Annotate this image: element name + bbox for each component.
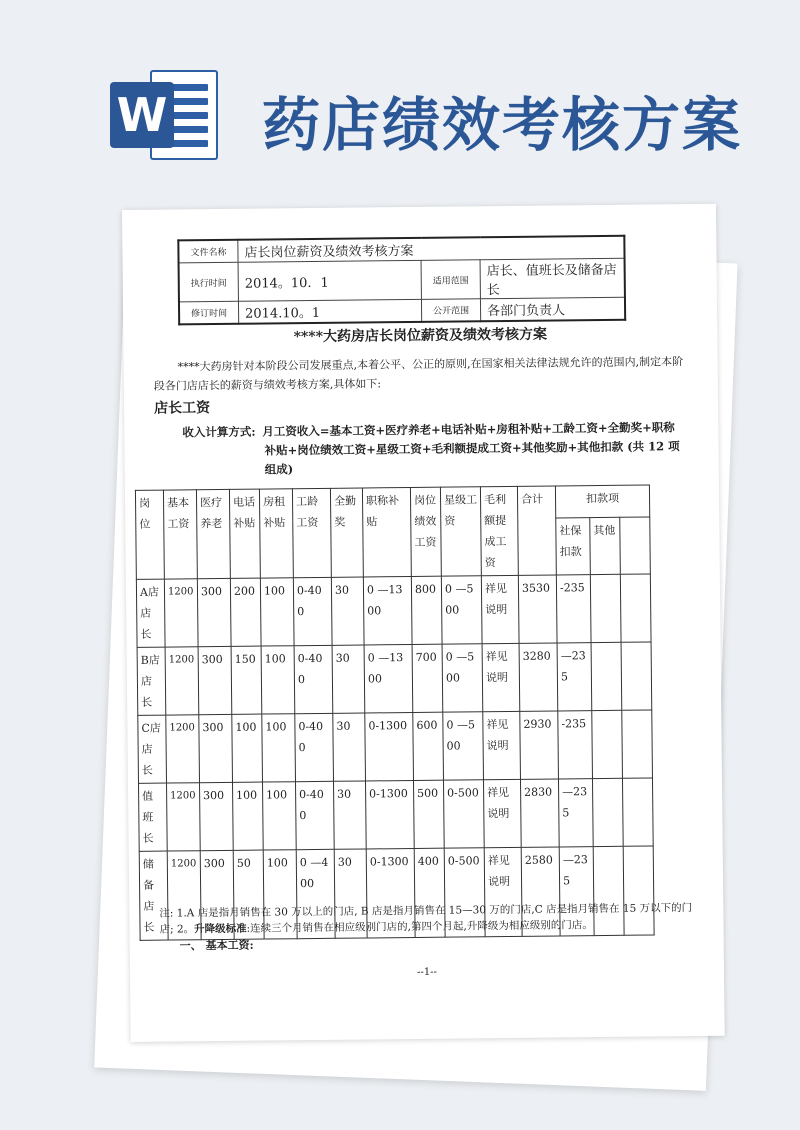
table-cell: 700 (412, 644, 443, 712)
exec-time-label: 执行时间 (179, 262, 239, 302)
calc-line-1: 月工资收入=基本工资+医疗养老+电话补贴+房租补贴+工龄工资+全勤奖+职称 (262, 420, 675, 439)
word-document-icon (110, 70, 218, 160)
table-cell: —235 (559, 847, 594, 936)
table-cell: 0-400 (294, 645, 333, 713)
table-cell (622, 710, 653, 778)
table-cell: 100 (260, 578, 294, 646)
scope-label: 适用范围 (421, 260, 480, 300)
table-cell: 2930 (520, 711, 559, 779)
table-row (139, 778, 654, 851)
table-cell: 3530 (518, 575, 557, 643)
header-cell (620, 517, 651, 575)
table-cell: 祥见说明 (484, 847, 522, 936)
table-cell: 500 (413, 780, 444, 848)
calc-lead: 收入计算方式: (182, 424, 256, 440)
table-cell: 300 (197, 578, 231, 646)
table-cell: 50 (233, 850, 264, 939)
subsection-heading: 一、 基本工资: (179, 938, 254, 953)
header-cell: 扣款项 (555, 485, 649, 518)
table-cell (620, 574, 651, 642)
doc-name-value: 店长岗位薪资及绩效考核方案 (238, 236, 625, 263)
table-row (136, 574, 651, 647)
exec-time-value: 2014。10．1 (238, 260, 421, 301)
header-cell: 其他 (590, 517, 621, 575)
table-cell: 100 (262, 782, 296, 850)
salary-table (135, 484, 655, 940)
table-cell: 0-1300 (365, 780, 414, 848)
word-icon-letter: W (110, 82, 174, 148)
header-cell: 星级工资 (440, 487, 481, 576)
table-cell: B店店长 (137, 647, 166, 715)
document-meta-table (177, 235, 626, 326)
table-cell: 600 (413, 712, 444, 780)
table-cell (592, 710, 623, 778)
table-cell: 100 (262, 714, 296, 782)
table-cell: 30 (333, 713, 366, 781)
public-scope-value: 各部门负责人 (480, 297, 625, 321)
header-cell: 基本工资 (163, 490, 197, 579)
table-cell: 储备店长 (139, 851, 168, 940)
table-cell: —235 (558, 779, 593, 847)
table-cell: 100 (263, 850, 297, 939)
footnote (159, 900, 699, 938)
table-cell: C店店长 (138, 715, 167, 783)
table-cell: 1200 (167, 851, 201, 940)
calc-method (182, 418, 683, 480)
table-cell: 800 (411, 576, 442, 644)
header-cell: 电话补贴 (229, 489, 260, 578)
table-cell: A店店长 (136, 579, 165, 647)
table-cell: -235 (556, 575, 591, 643)
footnote-part-2: :连续三个月销售在相应级别门店的,第四个月起,升降级为相应级别的门店。 (246, 919, 593, 935)
header-cell: 岗位绩效工资 (410, 487, 441, 576)
table-cell: 30 (332, 645, 365, 713)
header-cell: 毛利额提成工资 (480, 486, 518, 575)
table-cell: 0 —400 (296, 849, 335, 938)
table-cell: 100 (261, 646, 295, 714)
table-cell: -235 (558, 711, 593, 779)
revision-time-label: 修订时间 (179, 301, 239, 324)
table-cell: —235 (557, 643, 592, 711)
revision-time-value: 2014.10。1 (238, 299, 421, 323)
calc-line-2: 补贴+岗位绩效工资+星级工资+毛利额提成工资+其他奖励+其他扣款 (共 12 项组成) (264, 439, 680, 477)
scope-value: 店长、值班长及储备店长 (480, 258, 625, 299)
table-cell: 0-1300 (366, 848, 415, 937)
table-cell: 2830 (520, 779, 559, 847)
table-cell: 200 (230, 578, 261, 646)
header-cell: 职称补贴 (362, 487, 411, 576)
table-cell: 0-500 (443, 780, 484, 848)
header-cell: 全勤奖 (330, 488, 363, 577)
table-cell: 0 —500 (443, 712, 484, 780)
table-cell (590, 574, 621, 642)
table-cell: 30 (333, 781, 366, 849)
table-cell (592, 778, 623, 846)
table-cell: 1200 (167, 783, 201, 851)
table-cell: 祥见说明 (483, 711, 521, 779)
table-cell: 1200 (166, 715, 200, 783)
header-cell: 社保扣款 (556, 517, 591, 575)
table-cell: 1200 (165, 647, 199, 715)
table-cell: 0 —1300 (363, 576, 412, 644)
public-scope-label: 公开范围 (421, 299, 480, 322)
footnote-bold: 升降级标准 (194, 922, 247, 936)
table-cell: 300 (200, 850, 234, 939)
table-cell: 300 (200, 782, 234, 850)
page-number: --1-- (416, 966, 437, 978)
document-page (122, 204, 725, 1042)
table-cell: 400 (414, 848, 445, 937)
document-title: ****大药房店长岗位薪资及绩效考核方案 (293, 326, 548, 346)
header-cell: 医疗养老 (196, 489, 230, 578)
table-cell: 2580 (521, 847, 560, 936)
header-cell: 房租补贴 (259, 489, 293, 578)
table-cell: 祥见说明 (483, 779, 521, 847)
table-cell: 0-400 (295, 713, 334, 781)
table-cell: 0 —1300 (364, 644, 413, 712)
banner (0, 0, 800, 200)
banner-title: 药店绩效考核方案 (262, 91, 743, 159)
table-cell: 30 (331, 577, 364, 645)
table-cell: 0 —500 (442, 644, 483, 712)
header-cell: 合计 (517, 486, 556, 575)
table-cell: 0-500 (444, 848, 485, 937)
table-cell: 100 (232, 782, 263, 850)
header-cell: 岗位 (135, 490, 164, 579)
table-cell: 0 —500 (441, 576, 482, 644)
table-cell: 0-400 (293, 577, 332, 645)
table-cell: 150 (231, 646, 262, 714)
table-cell: 30 (334, 849, 367, 938)
table-row (137, 642, 652, 715)
doc-name-label: 文件名称 (178, 240, 238, 263)
table-cell: 值班长 (139, 783, 168, 851)
table-cell (621, 642, 652, 710)
table-cell: 100 (232, 714, 263, 782)
section-heading: 店长工资 (153, 400, 211, 417)
table-cell (591, 642, 622, 710)
footnote-part-1: 注: 1.A 店是指月销售在 30 万以上的门店, B 店是指月销售在 15—30 万的门店,C 店是指月销售在 15 万以下的门店; 2。 (159, 902, 693, 936)
table-row (138, 710, 653, 783)
header-cell: 工龄工资 (292, 488, 331, 577)
table-cell: 0-1300 (365, 712, 414, 780)
table-cell: 1200 (164, 579, 198, 647)
table-cell: 300 (199, 714, 233, 782)
table-cell: 3280 (519, 643, 558, 711)
intro-paragraph: ****大药房针对本阶段公司发展重点,本着公平、公正的原则,在国家相关法律法规允许的范围内,制定本阶段各门店店长的薪资与绩效考核方案,具体如下: (153, 355, 684, 393)
table-cell: 300 (198, 646, 232, 714)
table-cell: 祥见说明 (481, 575, 519, 643)
table-cell (622, 778, 653, 846)
table-cell: 祥见说明 (482, 643, 520, 711)
table-cell: 0-400 (295, 781, 334, 849)
